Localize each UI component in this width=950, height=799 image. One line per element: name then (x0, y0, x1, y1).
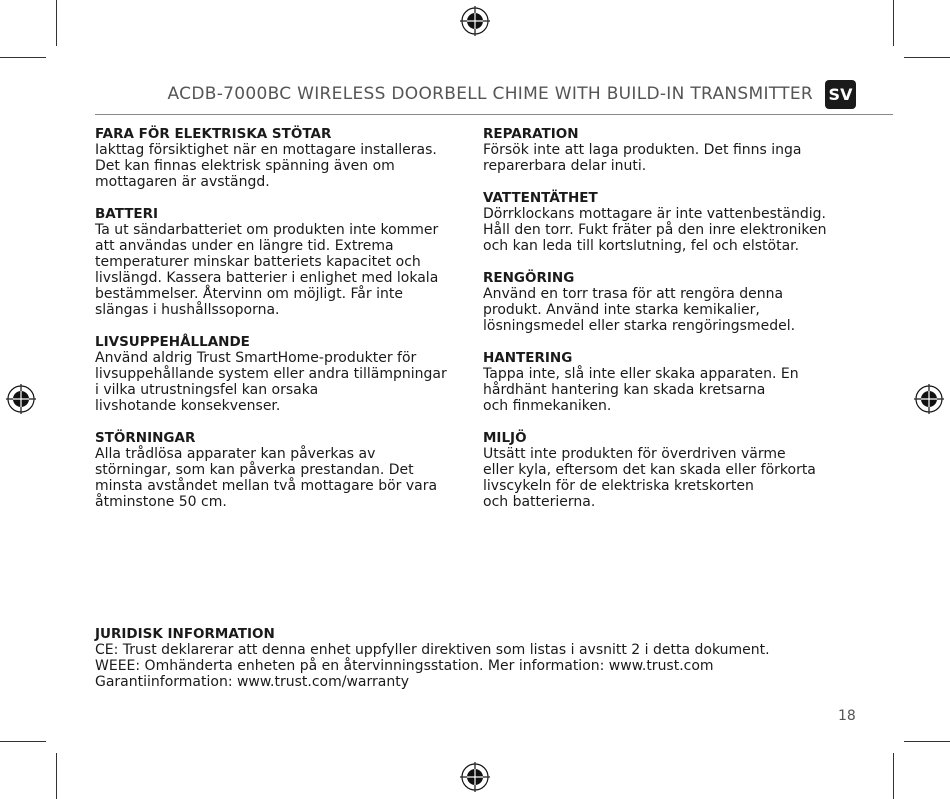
section-body: Utsätt inte produkten för överdriven värme eller kyla, eftersom det kan skada eller förkorta livscykeln för de elektriska kretskorten och batterierna. (483, 446, 816, 510)
crop-mark (904, 57, 950, 58)
section-title: BATTERI (95, 206, 159, 222)
section-body: Försök inte att laga produkten. Det finns inga reparerbara delar inuti. (483, 142, 802, 174)
legal-line-weee: WEEE: Omhänderta enheten på en återvinningsstation. Mer information: www.trust.com (95, 658, 714, 674)
section-battery (95, 206, 467, 318)
legal-line-warranty: Garantiinformation: www.trust.com/warranty (95, 674, 409, 690)
section-title: REPARATION (483, 126, 579, 142)
section-waterproof (483, 190, 855, 254)
section-body: Använd en torr trasa för att rengöra denna produkt. Använd inte starka kemikalier, lösningsmedel eller starka rengöringsmedel. (483, 286, 796, 334)
crop-mark (893, 753, 894, 799)
section-title: HANTERING (483, 350, 573, 366)
crop-mark (56, 0, 57, 46)
crop-mark (0, 57, 46, 58)
section-repair (483, 126, 855, 174)
right-column (483, 126, 855, 526)
registration-mark-icon (460, 762, 490, 792)
section-life-support (95, 334, 467, 414)
section-interference (95, 430, 467, 510)
page-number: 18 (838, 708, 856, 724)
legal-title: JURIDISK INFORMATION (95, 626, 275, 642)
section-electric-shock (95, 126, 467, 190)
section-body: Alla trådlösa apparater kan påverkas av störningar, som kan påverka prestandan. Det minsta avståndet mellan två mottagare bör vara åtminstone 50 cm. (95, 446, 438, 510)
section-title: RENGÖRING (483, 270, 575, 286)
section-title: LIVSUPPEHÅLLANDE (95, 334, 250, 350)
section-title: MILJÖ (483, 430, 527, 446)
section-title: FARA FÖR ELEKTRISKA STÖTAR (95, 126, 332, 142)
section-cleaning (483, 270, 855, 334)
section-body: Tappa inte, slå inte eller skaka apparaten. En hårdhänt hantering kan skada kretsarna och finmekaniken. (483, 366, 799, 414)
crop-mark (56, 753, 57, 799)
crop-mark (893, 0, 894, 46)
registration-mark-icon (460, 6, 490, 36)
crop-mark (0, 741, 46, 742)
left-column (95, 126, 467, 526)
header-divider (95, 114, 893, 115)
section-title: STÖRNINGAR (95, 430, 196, 446)
registration-mark-icon (6, 384, 36, 414)
section-environment (483, 430, 855, 510)
registration-mark-icon (914, 384, 944, 414)
section-title: VATTENTÄTHET (483, 190, 598, 206)
legal-line-ce: CE: Trust deklarerar att denna enhet uppfyller direktiven som listas i avsnitt 2 i detta dokument. (95, 642, 770, 658)
section-body: Dörrklockans mottagare är inte vattenbeständig. Håll den torr. Fukt fräter på den inre elektroniken och kan leda till kortslutning, fel och elstötar. (483, 206, 827, 254)
language-badge: SV (825, 80, 856, 109)
legal-information (95, 626, 855, 690)
crop-mark (904, 741, 950, 742)
section-handling (483, 350, 855, 414)
section-body: Iakttag försiktighet när en mottagare installeras. Det kan finnas elektrisk spänning även om mottagaren är avstängd. (95, 142, 437, 190)
section-body: Ta ut sändarbatteriet om produkten inte kommer att användas under en längre tid. Extrema temperaturer minskar batteriets kapacitet och livslängd. Kassera batterier i enlighet med lokala bestämmelser. Återvinn om möjligt. Får inte slängas i hushållssoporna. (95, 222, 439, 318)
section-body: Använd aldrig Trust SmartHome-produkter för livsuppehållande system eller andra tillämpningar i vilka utrustningsfel kan orsaka livshotande konsekvenser. (95, 350, 447, 414)
header-title: ACDB-7000BC WIRELESS DOORBELL CHIME WITH BUILD-IN TRANSMITTER (167, 84, 813, 104)
